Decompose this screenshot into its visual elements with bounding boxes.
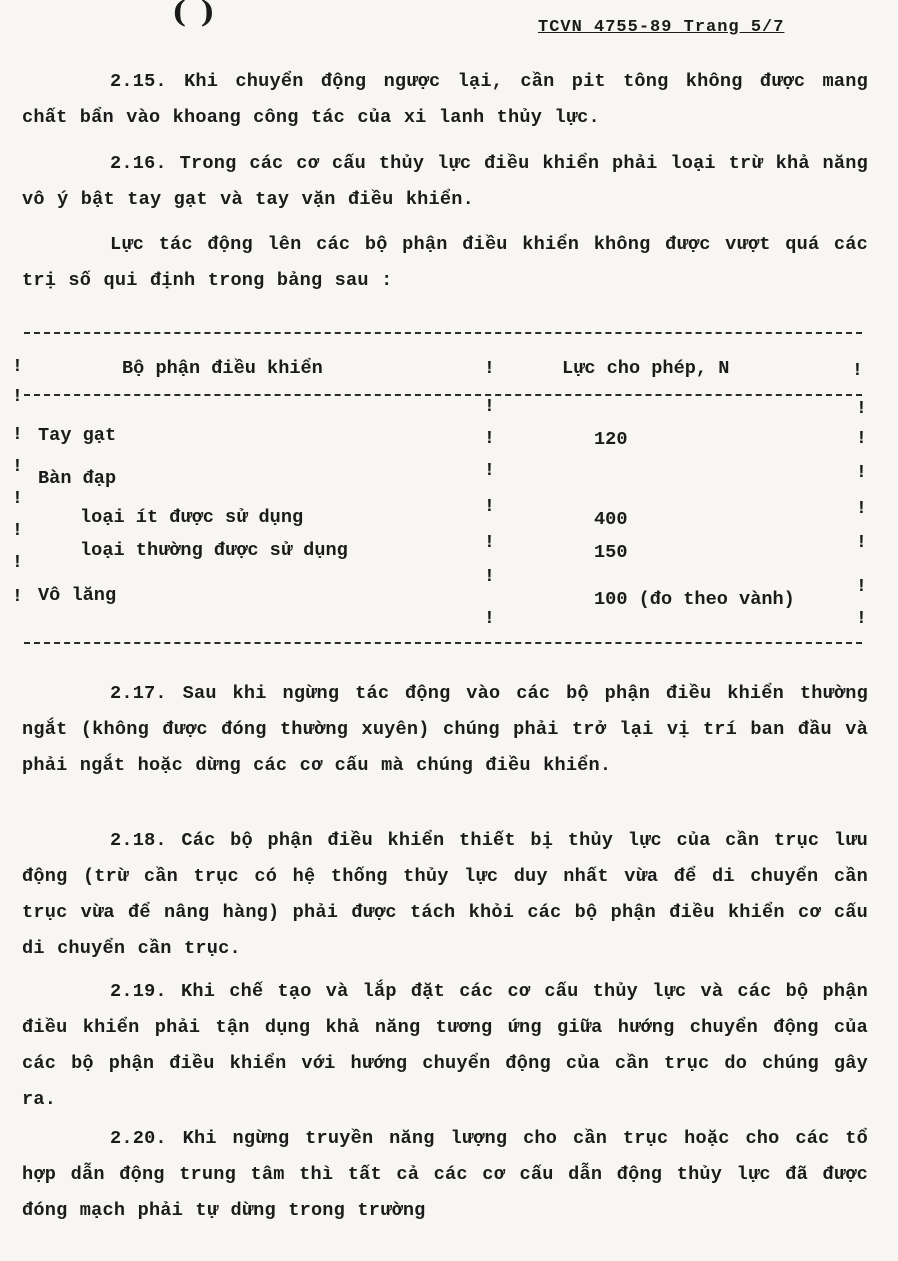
paragraph-text: Sau khi ngừng tác động vào các bộ phận điều khiển thường ngắt (không được đóng thường xuyên) chúng phải trở lại vị trí ban đầu và phải ngắt hoặc dừng các cơ cấu mà chúng điều khiển. — [22, 683, 868, 776]
paragraph-2-16 — [22, 146, 868, 218]
table-border-mark: ! — [12, 521, 23, 541]
table-cell-part: Tay gạt — [38, 425, 117, 446]
table-cell-force: 150 — [594, 542, 628, 563]
paragraph-number: 2.17. — [110, 683, 167, 704]
table-border-mark: ! — [856, 429, 867, 449]
table-border-mark: ! — [484, 567, 495, 587]
table-border-mark: ! — [484, 497, 495, 517]
paragraph-force-intro — [22, 227, 868, 299]
table-border-mark: ! — [484, 397, 495, 417]
table-border-mark: ! — [12, 457, 23, 477]
table-border-mark: ! — [484, 359, 495, 379]
paragraph-number: 2.15. — [110, 71, 167, 92]
table-rule-header — [24, 394, 862, 396]
table-border-mark: ! — [484, 461, 495, 481]
paragraph-text: Khi ngừng truyền năng lượng cho cần trục hoặc cho các tổ hợp dẫn động trung tâm thì tất cả các cơ cấu dẫn động thủy lực đã được đóng mạch phải tự dừng trong trường — [22, 1128, 868, 1221]
paragraph-text: Các bộ phận điều khiển thiết bị thủy lực của cần trục lưu động (trừ cần trục có hệ thống thủy lực duy nhất vừa để di chuyển cần trục vừa để nâng hàng) phải được tách khỏi các bộ phận điều khiển cơ cấu di chuyển cần trục. — [22, 830, 868, 959]
table-border-mark: ! — [12, 425, 23, 445]
paragraph-2-17 — [22, 676, 868, 784]
paragraph-2-18 — [22, 823, 868, 967]
table-cell-part: Bàn đạp — [38, 468, 117, 489]
paragraph-text: Trong các cơ cấu thủy lực điều khiển phải loại trừ khả năng vô ý bật tay gạt và tay vặn điều khiển. — [22, 153, 868, 210]
table-border-mark: ! — [12, 489, 23, 509]
table-border-mark: ! — [856, 399, 867, 419]
table-border-mark: ! — [12, 553, 23, 573]
force-table — [10, 322, 866, 650]
paragraph-2-15 — [22, 64, 868, 136]
paragraph-number: 2.19. — [110, 981, 167, 1002]
paragraph-text: Lực tác động lên các bộ phận điều khiển không được vượt quá các trị số qui định trong bảng sau : — [22, 234, 868, 291]
table-border-mark: ! — [852, 361, 863, 381]
table-header-part: Bộ phận điều khiển — [122, 358, 323, 379]
table-cell-part: loại thường được sử dụng — [80, 540, 348, 561]
table-border-mark: ! — [484, 609, 495, 629]
paragraph-number: 2.16. — [110, 153, 167, 174]
table-cell-force: 120 — [594, 429, 628, 450]
paragraph-text: Khi chuyển động ngược lại, cần pit tông không được mang chất bẩn vào khoang công tác của xi lanh thủy lực. — [22, 71, 868, 128]
table-cell-part: loại ít được sử dụng — [80, 507, 304, 528]
table-rule-top — [24, 332, 862, 334]
table-border-mark: ! — [856, 533, 867, 553]
table-border-mark: ! — [12, 587, 23, 607]
paragraph-2-19 — [22, 974, 868, 1118]
table-border-mark: ! — [856, 609, 867, 629]
paragraph-text: Khi chế tạo và lắp đặt các cơ cấu thủy lực và các bộ phận điều khiển phải tận dụng khả năng tương ứng giữa hướng chuyển động của các bộ phận điều khiển với hướng chuyển động của cần trục do chúng gây ra. — [22, 981, 868, 1110]
table-header-force: Lực cho phép, N — [562, 358, 730, 379]
table-border-mark: ! — [484, 533, 495, 553]
table-cell-force: 400 — [594, 509, 628, 530]
paragraph-number: 2.20. — [110, 1128, 167, 1149]
table-cell-part: Vô lăng — [38, 585, 117, 606]
table-border-mark: ! — [856, 577, 867, 597]
table-border-mark: ! — [856, 499, 867, 519]
handwritten-mark: ( ) — [172, 0, 217, 30]
table-border-mark: ! — [12, 387, 23, 407]
table-border-mark: ! — [856, 463, 867, 483]
table-border-mark: ! — [12, 357, 23, 377]
paragraph-2-20 — [22, 1121, 868, 1229]
paragraph-number: 2.18. — [110, 830, 167, 851]
table-border-mark: ! — [484, 429, 495, 449]
table-cell-force: 100 (đo theo vành) — [594, 589, 795, 610]
standard-reference: TCVN 4755-89 Trang 5/7 — [538, 18, 785, 37]
table-rule-bottom — [24, 642, 862, 644]
